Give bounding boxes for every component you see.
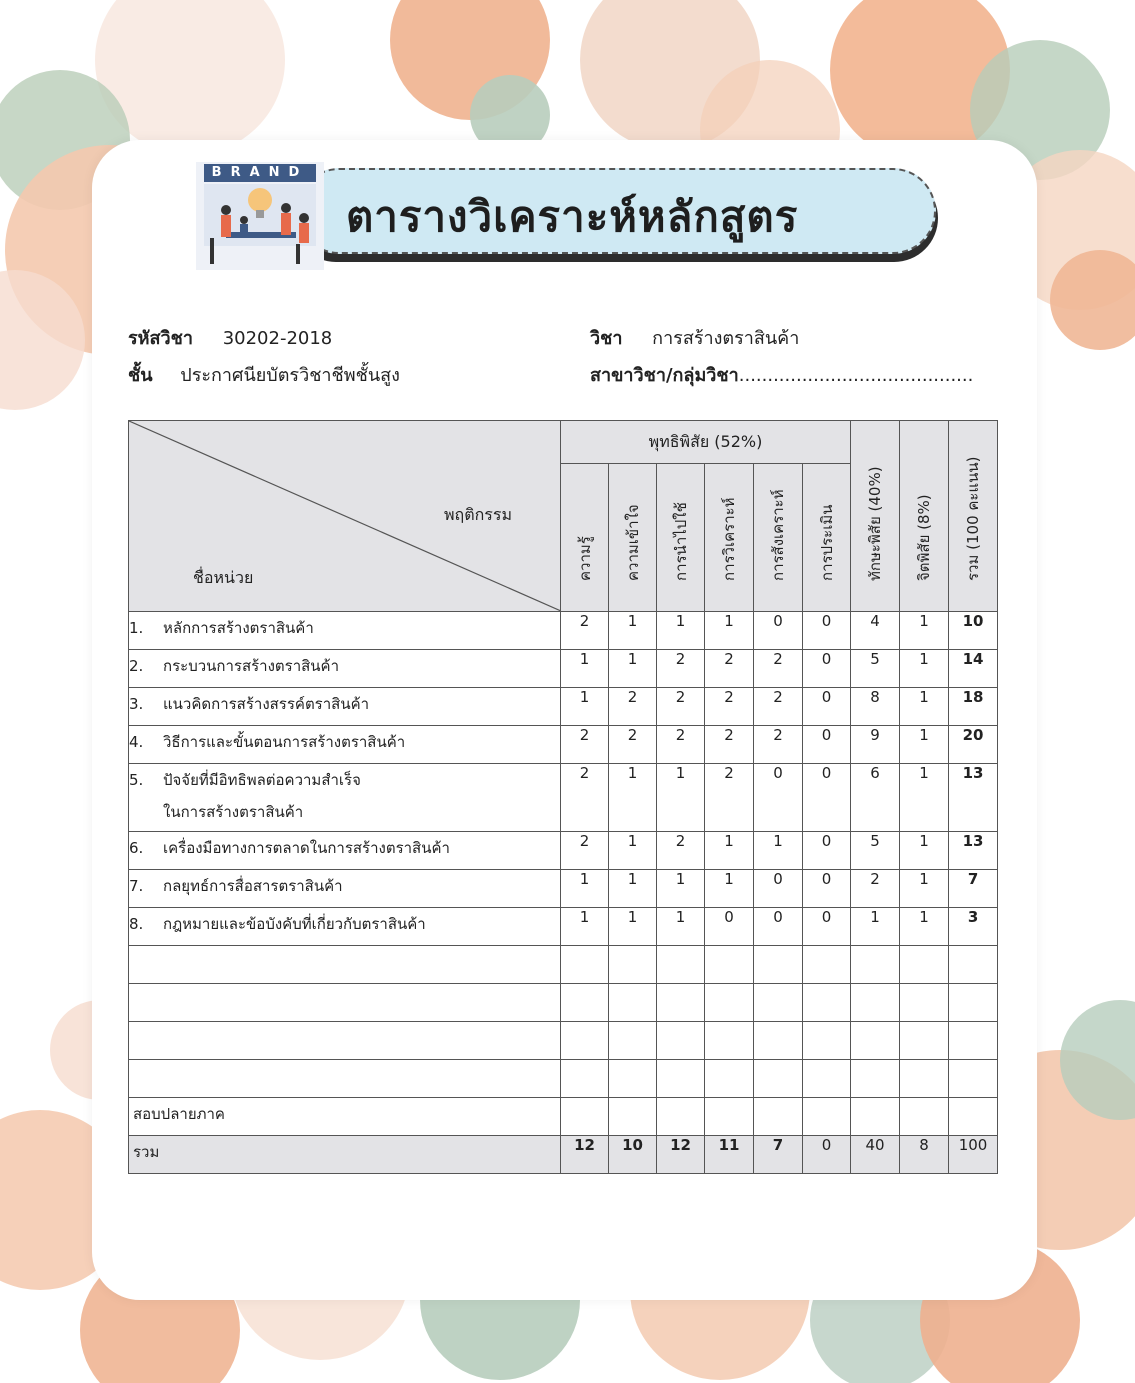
total-cell: 40 bbox=[851, 1136, 900, 1174]
score-cell: 1 bbox=[900, 688, 949, 726]
empty-row bbox=[129, 1060, 998, 1098]
score-cell: 0 bbox=[803, 688, 851, 726]
table-row bbox=[129, 688, 998, 726]
score-cell: 1 bbox=[609, 832, 657, 870]
score-cell: 1 bbox=[705, 870, 754, 908]
score-cell: 8 bbox=[851, 688, 900, 726]
unit-name: วิธีการและขั้นตอนการสร้างตราสินค้า bbox=[163, 733, 406, 751]
score-cell: 2 bbox=[561, 612, 609, 650]
score-cell: 2 bbox=[657, 650, 705, 688]
course-branch bbox=[590, 360, 973, 389]
title-banner bbox=[196, 162, 938, 262]
score-cell: 10 bbox=[949, 612, 998, 650]
score-cell: 18 bbox=[949, 688, 998, 726]
score-cell: 1 bbox=[561, 688, 609, 726]
unit-rows bbox=[129, 612, 998, 946]
page-title: ตารางวิเคราะห์หลักสูตร bbox=[346, 192, 799, 241]
unit-number: 6. bbox=[129, 839, 144, 857]
score-cell: 1 bbox=[705, 612, 754, 650]
empty-row bbox=[129, 984, 998, 1022]
score-cell: 2 bbox=[657, 832, 705, 870]
brand-word: BRAND bbox=[204, 164, 316, 182]
final-exam-label: สอบปลายภาค bbox=[129, 1098, 561, 1136]
col-evaluation: การประเมิน bbox=[803, 464, 851, 612]
score-cell: 14 bbox=[949, 650, 998, 688]
course-code-value: 30202-2018 bbox=[222, 328, 333, 349]
total-cell: 10 bbox=[609, 1136, 657, 1174]
score-cell: 0 bbox=[803, 908, 851, 946]
total-row bbox=[129, 1136, 998, 1174]
total-cell: 11 bbox=[705, 1136, 754, 1174]
course-level bbox=[128, 360, 400, 389]
col-analysis: การวิเคราะห์ bbox=[705, 464, 754, 612]
unit-number: 4. bbox=[129, 733, 144, 751]
unit-number: 5. bbox=[129, 771, 144, 789]
table-row bbox=[129, 908, 998, 946]
score-cell: 2 bbox=[754, 688, 803, 726]
score-cell: 0 bbox=[803, 870, 851, 908]
unit-number: 1. bbox=[129, 619, 144, 637]
course-code bbox=[128, 323, 332, 352]
branch-value: ......................................... bbox=[738, 365, 974, 386]
unit-name: แนวคิดการสร้างสรรค์ตราสินค้า bbox=[163, 695, 370, 713]
score-cell: 2 bbox=[657, 726, 705, 764]
branch-label: สาขาวิชา/กลุ่มวิชา bbox=[590, 365, 739, 386]
unit-name: ปัจจัยที่มีอิทธิพลต่อความสำเร็จ bbox=[163, 771, 361, 789]
level-value: ประกาศนียบัตรวิชาชีพชั้นสูง bbox=[180, 365, 400, 386]
unit-name: กระบวนการสร้างตราสินค้า bbox=[163, 657, 340, 675]
score-cell: 0 bbox=[754, 764, 803, 832]
score-cell: 0 bbox=[803, 726, 851, 764]
score-cell: 7 bbox=[949, 870, 998, 908]
score-cell: 2 bbox=[561, 764, 609, 832]
score-cell: 0 bbox=[754, 612, 803, 650]
score-cell: 1 bbox=[609, 870, 657, 908]
unit-name: เครื่องมือทางการตลาดในการสร้างตราสินค้า bbox=[163, 839, 450, 857]
score-cell: 5 bbox=[851, 650, 900, 688]
score-cell: 1 bbox=[657, 764, 705, 832]
col-comprehension: ความเข้าใจ bbox=[609, 464, 657, 612]
score-cell: 2 bbox=[705, 650, 754, 688]
score-cell: 2 bbox=[705, 764, 754, 832]
table-row bbox=[129, 650, 998, 688]
total-cell: 12 bbox=[561, 1136, 609, 1174]
empty-row bbox=[129, 1022, 998, 1060]
score-cell: 4 bbox=[851, 612, 900, 650]
score-cell: 20 bbox=[949, 726, 998, 764]
unit-name: หลักการสร้างตราสินค้า bbox=[163, 619, 314, 637]
unit-name-cell bbox=[129, 688, 561, 726]
score-cell: 6 bbox=[851, 764, 900, 832]
subject-value: การสร้างตราสินค้า bbox=[652, 328, 800, 349]
score-cell: 0 bbox=[803, 650, 851, 688]
col-total: รวม (100 คะแนน) bbox=[949, 421, 998, 612]
score-cell: 2 bbox=[705, 726, 754, 764]
score-cell: 1 bbox=[705, 832, 754, 870]
score-cell: 2 bbox=[561, 726, 609, 764]
score-cell: 1 bbox=[900, 764, 949, 832]
score-cell: 1 bbox=[900, 650, 949, 688]
brand-illustration bbox=[196, 162, 324, 270]
total-cell: 12 bbox=[657, 1136, 705, 1174]
table-row bbox=[129, 832, 998, 870]
cognitive-domain-header: พุทธิพิสัย (52%) bbox=[561, 421, 851, 464]
score-cell: 1 bbox=[609, 764, 657, 832]
unit-name-cell bbox=[129, 612, 561, 650]
score-cell: 2 bbox=[754, 726, 803, 764]
score-cell: 0 bbox=[705, 908, 754, 946]
score-cell: 13 bbox=[949, 764, 998, 832]
total-cell: 7 bbox=[754, 1136, 803, 1174]
score-cell: 2 bbox=[657, 688, 705, 726]
col-psychomotor: ทักษะพิสัย (40%) bbox=[851, 421, 900, 612]
unit-number: 7. bbox=[129, 877, 144, 895]
table-row bbox=[129, 612, 998, 650]
score-cell: 1 bbox=[561, 650, 609, 688]
unit-name-cell bbox=[129, 764, 561, 832]
team-lightbulb-icon bbox=[196, 162, 324, 270]
curriculum-analysis-table bbox=[128, 420, 998, 1174]
unit-name-cell bbox=[129, 650, 561, 688]
score-cell: 1 bbox=[900, 832, 949, 870]
empty-row bbox=[129, 946, 998, 984]
score-cell: 2 bbox=[851, 870, 900, 908]
total-label: รวม bbox=[129, 1136, 561, 1174]
col-knowledge: ความรู้ bbox=[561, 464, 609, 612]
score-cell: 0 bbox=[803, 612, 851, 650]
subject-label: วิชา bbox=[590, 328, 623, 349]
course-subject bbox=[590, 323, 799, 352]
score-cell: 2 bbox=[561, 832, 609, 870]
score-cell: 1 bbox=[609, 908, 657, 946]
score-cell: 0 bbox=[754, 870, 803, 908]
table-row bbox=[129, 870, 998, 908]
score-cell: 1 bbox=[900, 612, 949, 650]
score-cell: 1 bbox=[754, 832, 803, 870]
final-exam-row bbox=[129, 1098, 998, 1136]
level-label: ชั้น bbox=[128, 365, 153, 386]
score-cell: 1 bbox=[609, 612, 657, 650]
behavior-label: พฤติกรรม bbox=[443, 505, 512, 524]
score-cell: 2 bbox=[754, 650, 803, 688]
col-application: การนำไปใช้ bbox=[657, 464, 705, 612]
unit-number: 3. bbox=[129, 695, 144, 713]
unit-name-cell bbox=[129, 870, 561, 908]
score-cell: 2 bbox=[609, 726, 657, 764]
score-cell: 13 bbox=[949, 832, 998, 870]
total-cell: 0 bbox=[803, 1136, 851, 1174]
score-cell: 2 bbox=[705, 688, 754, 726]
score-cell: 1 bbox=[851, 908, 900, 946]
score-cell: 1 bbox=[561, 870, 609, 908]
score-cell: 1 bbox=[561, 908, 609, 946]
unit-name-cell bbox=[129, 832, 561, 870]
score-cell: 1 bbox=[657, 908, 705, 946]
col-synthesis: การสังเคราะห์ bbox=[754, 464, 803, 612]
unit-number: 2. bbox=[129, 657, 144, 675]
unit-name: กฎหมายและข้อบังคับที่เกี่ยวกับตราสินค้า bbox=[163, 915, 426, 933]
score-cell: 5 bbox=[851, 832, 900, 870]
table-row bbox=[129, 764, 998, 832]
score-cell: 2 bbox=[609, 688, 657, 726]
score-cell: 1 bbox=[657, 612, 705, 650]
total-cell: 100 bbox=[949, 1136, 998, 1174]
score-cell: 1 bbox=[900, 908, 949, 946]
unit-name-cell bbox=[129, 726, 561, 764]
course-code-label: รหัสวิชา bbox=[128, 328, 193, 349]
score-cell: 3 bbox=[949, 908, 998, 946]
unit-name: กลยุทธ์การสื่อสารตราสินค้า bbox=[163, 877, 343, 895]
diagonal-header-cell bbox=[129, 421, 561, 612]
unit-number: 8. bbox=[129, 915, 144, 933]
unit-name-cell bbox=[129, 908, 561, 946]
score-cell: 1 bbox=[609, 650, 657, 688]
score-cell: 0 bbox=[803, 764, 851, 832]
score-cell: 0 bbox=[754, 908, 803, 946]
score-cell: 1 bbox=[900, 870, 949, 908]
score-cell: 1 bbox=[900, 726, 949, 764]
total-cell: 8 bbox=[900, 1136, 949, 1174]
table-row bbox=[129, 726, 998, 764]
unit-name-line2: ในการสร้างตราสินค้า bbox=[163, 803, 304, 821]
score-cell: 1 bbox=[657, 870, 705, 908]
score-cell: 9 bbox=[851, 726, 900, 764]
score-cell: 0 bbox=[803, 832, 851, 870]
unit-name-label: ชื่อหน่วย bbox=[193, 568, 254, 587]
col-affective: จิตพิสัย (8%) bbox=[900, 421, 949, 612]
